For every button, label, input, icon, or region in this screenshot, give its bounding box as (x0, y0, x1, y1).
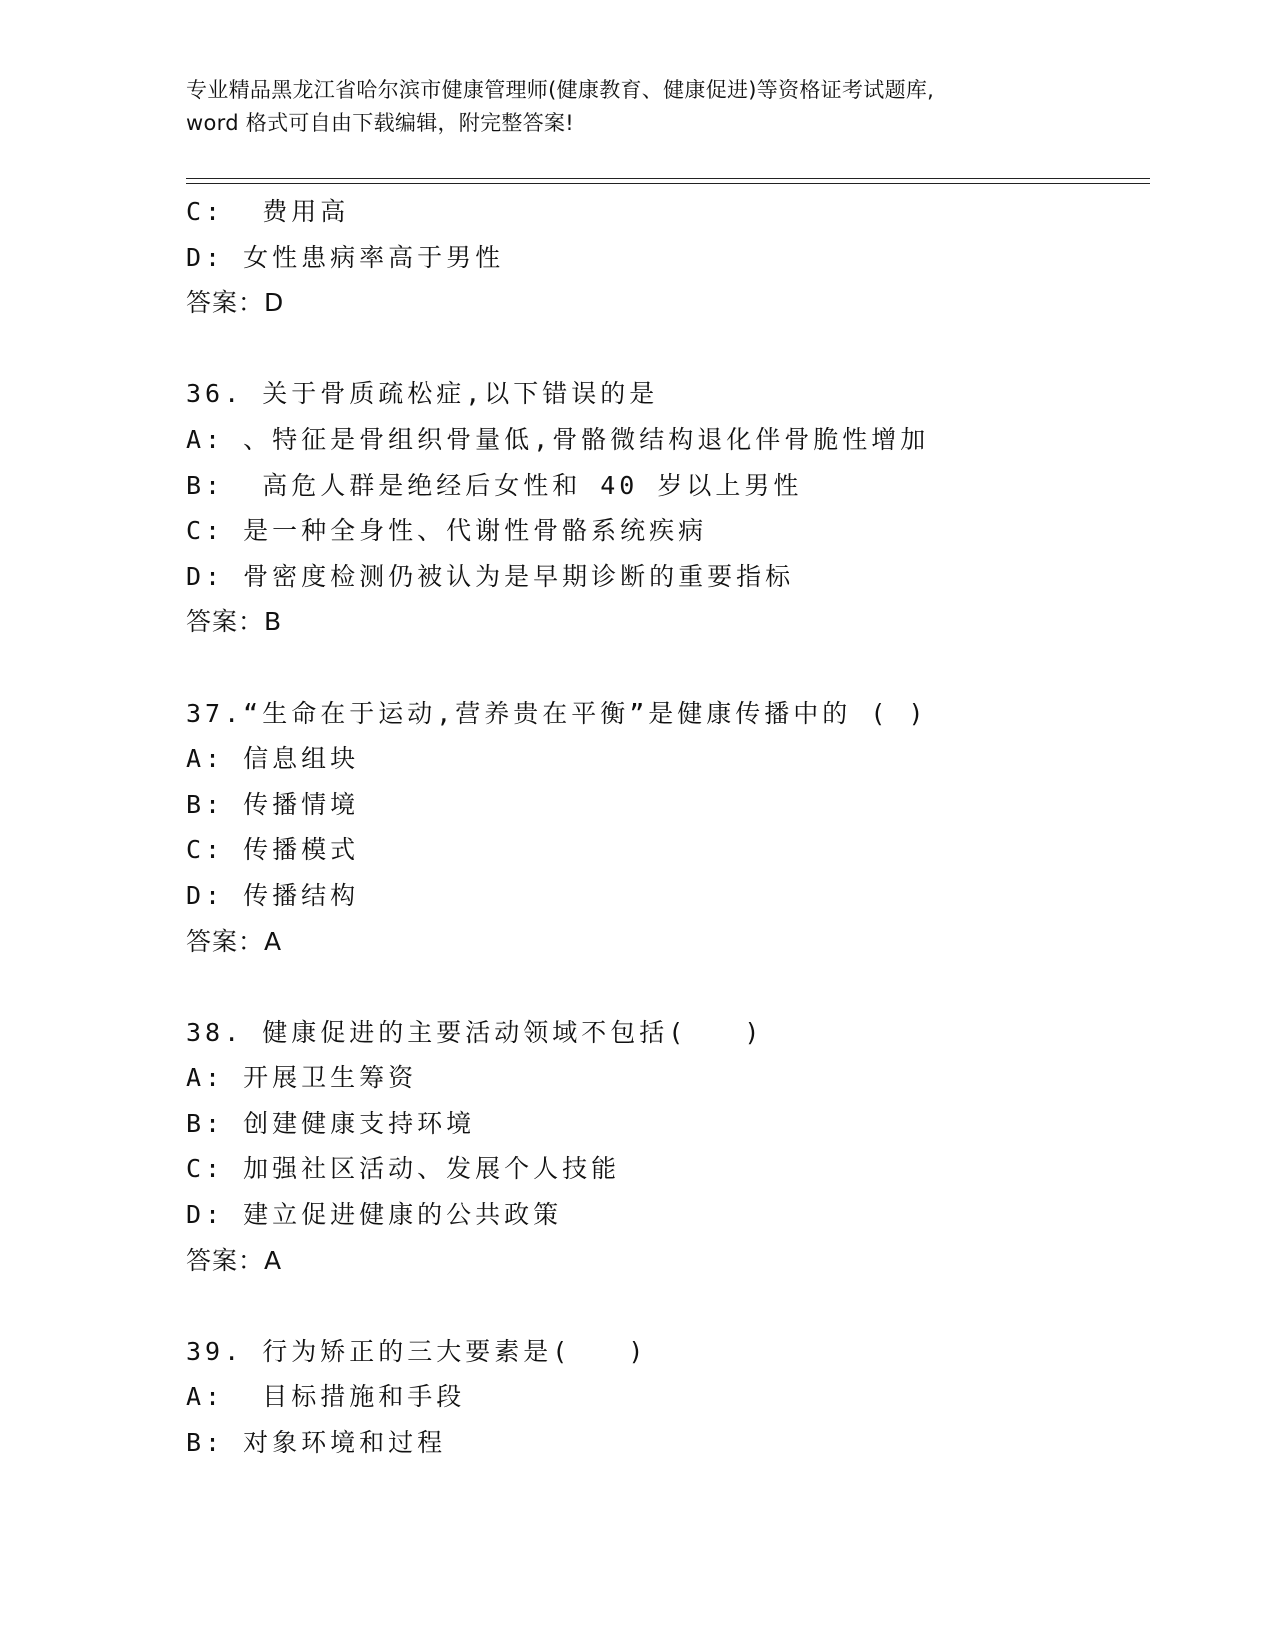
q35-option-d: D: 女性患病率高于男性 (186, 242, 505, 272)
q37-option-b: B: 传播情境 (186, 789, 360, 819)
q38-option-b: B: 创建健康支持环境 (186, 1108, 476, 1138)
q37-option-a: A: 信息组块 (186, 744, 360, 774)
q38-option-a: A: 开展卫生筹资 (186, 1063, 418, 1093)
question-block-36 (186, 371, 1126, 645)
spacer (186, 645, 1126, 691)
question-block-37 (186, 691, 1126, 965)
question-block-35 (186, 189, 1126, 326)
q36-answer: 答案：B (186, 607, 283, 637)
q38-option-d: D: 建立促进健康的公共政策 (186, 1200, 563, 1230)
q37-question: 37.“生命在于运动,营养贵在平衡”是健康传播中的 ( ) (186, 698, 928, 728)
question-block-38 (186, 1010, 1126, 1284)
spacer (186, 326, 1126, 372)
q39-option-b: B: 对象环境和过程 (186, 1428, 447, 1458)
q36-option-c: C: 是一种全身性、代谢性骨骼系统疾病 (186, 516, 708, 546)
header-divider-bottom (186, 183, 1150, 184)
q38-question: 38. 健康促进的主要活动领域不包括( ) (186, 1017, 764, 1047)
q35-option-c: C: 费用高 (186, 197, 350, 226)
q39-question: 39. 行为矫正的三大要素是( ) (186, 1336, 648, 1366)
q36-option-d: D: 骨密度检测仍被认为是早期诊断的重要指标 (186, 561, 795, 591)
q37-option-d: D: 传播结构 (186, 880, 360, 910)
q35-answer: 答案：D (186, 288, 285, 318)
q38-answer: 答案：A (186, 1245, 283, 1275)
question-block-39 (186, 1329, 1126, 1466)
spacer (186, 964, 1126, 1010)
q36-option-b: B: 高危人群是绝经后女性和 40 岁以上男性 (186, 470, 803, 500)
question-list (186, 189, 1126, 1466)
q38-option-c: C: 加强社区活动、发展个人技能 (186, 1154, 621, 1184)
header-line-2: word 格式可自由下载编辑，附完整答案! (186, 111, 575, 135)
header-divider-top (186, 178, 1150, 179)
page-header (186, 74, 1086, 140)
q37-option-c: C: 传播模式 (186, 835, 360, 865)
q36-option-a: A: 、特征是骨组织骨量低,骨骼微结构退化伴骨脆性增加 (186, 424, 930, 454)
spacer (186, 1283, 1126, 1329)
q36-question: 36. 关于骨质疏松症,以下错误的是 (186, 379, 659, 409)
q39-option-a: A: 目标措施和手段 (186, 1382, 466, 1412)
q37-answer: 答案：A (186, 926, 283, 956)
header-line-1: 专业精品黑龙江省哈尔滨市健康管理师(健康教育、健康促进)等资格证考试题库, (186, 78, 935, 102)
